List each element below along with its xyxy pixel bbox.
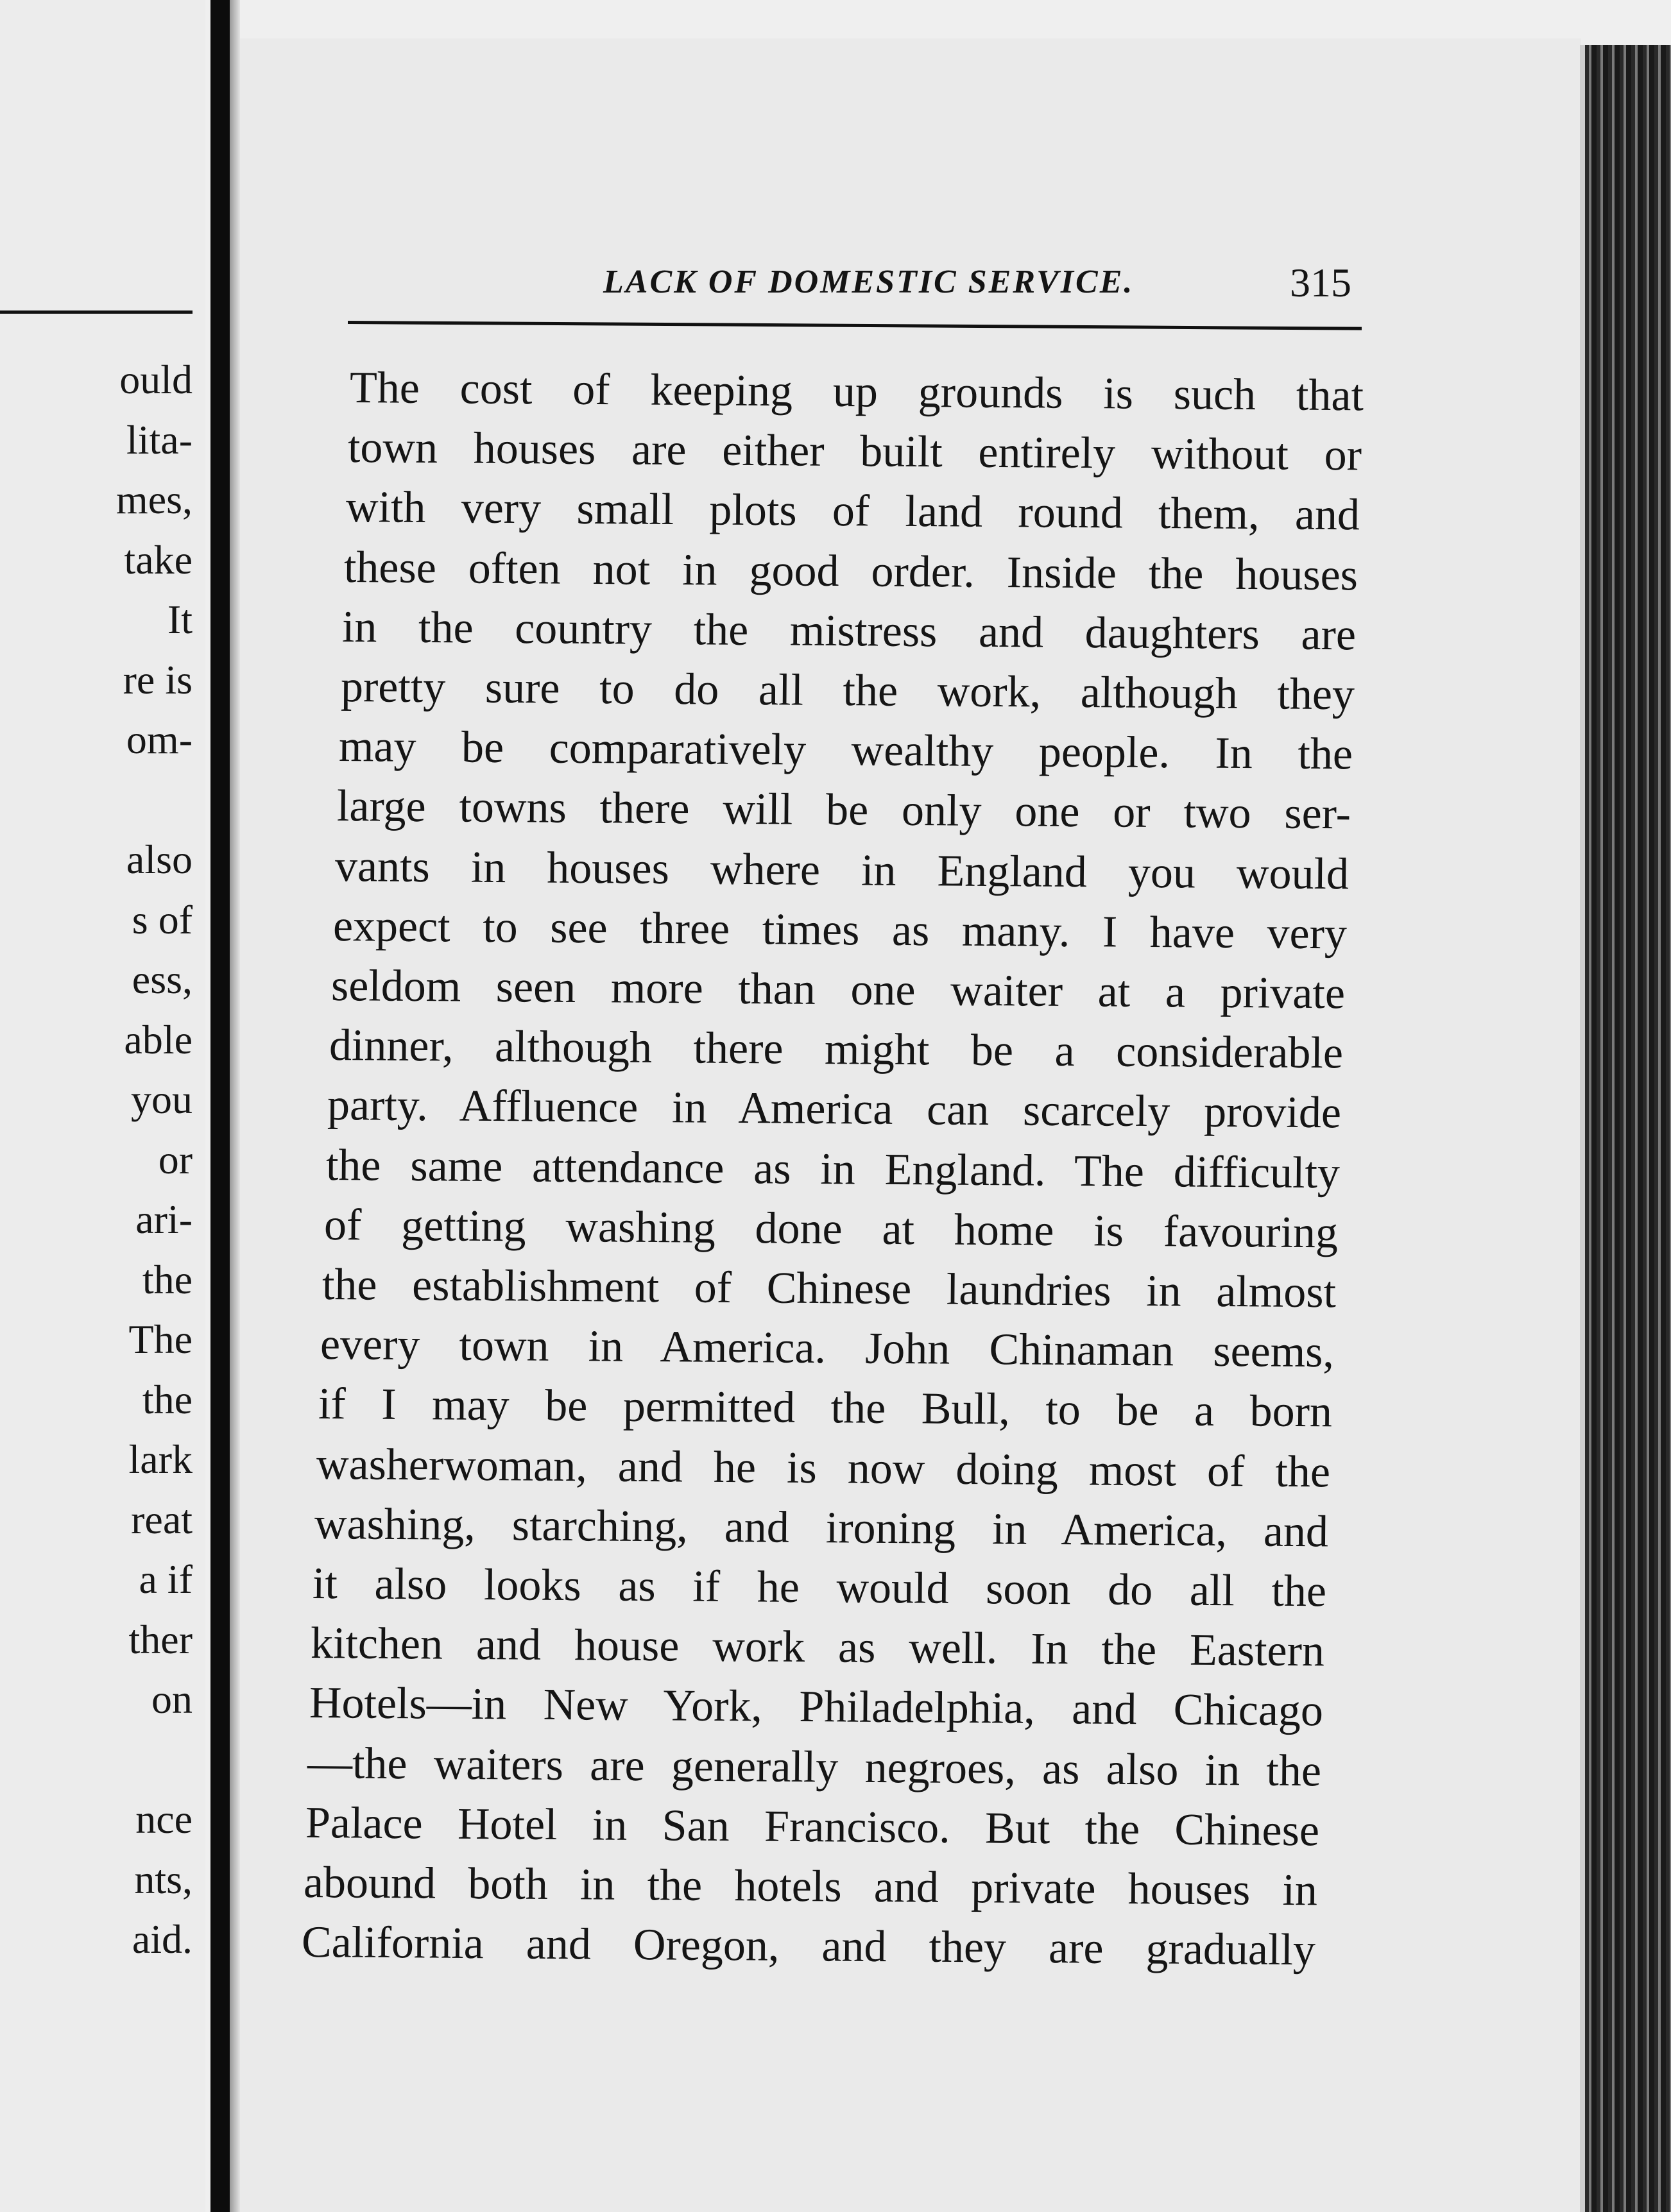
body-line: abound both in the hotels and private houses in bbox=[303, 1858, 1318, 1916]
left-page-line: take bbox=[124, 536, 193, 583]
body-line: vants in houses where in England you would bbox=[334, 841, 1350, 899]
left-page-line: nce bbox=[135, 1796, 193, 1842]
body-line: kitchen and house work as well. In the Eastern bbox=[311, 1619, 1325, 1676]
left-page-line: able bbox=[124, 1016, 193, 1062]
left-page-line: a if bbox=[139, 1556, 193, 1602]
left-page-line: you bbox=[131, 1076, 193, 1122]
left-page-line: the bbox=[142, 1376, 193, 1422]
body-line: in the country the mistress and daughters are bbox=[342, 602, 1357, 660]
left-page-line: mes, bbox=[116, 477, 193, 522]
left-page-line: ari- bbox=[135, 1196, 193, 1242]
body-line: The cost of keeping up grounds is such that bbox=[349, 363, 1364, 421]
left-page-line: nts, bbox=[134, 1856, 193, 1902]
left-page-line: the bbox=[142, 1256, 193, 1302]
left-page-line: re is bbox=[123, 656, 193, 702]
left-page-line: ther bbox=[128, 1616, 193, 1662]
body-line: party. Affluence in America can scarcely provide bbox=[327, 1080, 1342, 1138]
body-line: washing, starching, and ironing in America, and bbox=[314, 1499, 1329, 1557]
left-page-line: s of bbox=[132, 896, 193, 942]
body-line: large towns there will be only one or two ser- bbox=[336, 781, 1351, 839]
left-page-line: ould bbox=[119, 357, 193, 402]
body-line: these often not in good order. Inside the houses bbox=[344, 542, 1358, 600]
body-line: expect to see three times as many. I have very bbox=[332, 901, 1348, 959]
body-line: washerwoman, and he is now doing most of the bbox=[316, 1439, 1331, 1497]
left-page-line: ess, bbox=[132, 957, 193, 1002]
left-page-line: om- bbox=[126, 717, 193, 762]
running-title: LACK OF DOMESTIC SERVICE. bbox=[603, 264, 1135, 300]
left-page-line: on bbox=[151, 1676, 193, 1722]
body-line: with very small plots of land round them, and bbox=[345, 482, 1360, 540]
body-line: Hotels—in New York, Philadelphia, and Chicago bbox=[309, 1678, 1323, 1736]
left-page-line: lita- bbox=[126, 416, 193, 463]
body-line: Palace Hotel in San Francisco. But the Chinese bbox=[305, 1798, 1320, 1856]
left-page-line: aid. bbox=[132, 1916, 193, 1962]
body-line: if I may be permitted the Bull, to be a born bbox=[318, 1379, 1333, 1437]
left-page-line: It bbox=[167, 597, 193, 642]
body-line: seldom seen more than one waiter at a private bbox=[330, 961, 1346, 1019]
body-line: dinner, although there might be a considerable bbox=[329, 1021, 1344, 1078]
body-line: it also looks as if he would soon do all the bbox=[312, 1559, 1327, 1617]
left-page-line: reat bbox=[131, 1496, 193, 1542]
body-line: —the waiters are generally negroes, as also in the bbox=[307, 1738, 1321, 1796]
body-line: pretty sure to do all the work, although they bbox=[340, 662, 1355, 720]
body-line: California and Oregon, and they are gradually bbox=[301, 1918, 1316, 1975]
body-line: town houses are either built entirely without or bbox=[347, 423, 1362, 481]
left-page-line: The bbox=[128, 1316, 193, 1362]
body-line: the establishment of Chinese laundries in almost bbox=[321, 1260, 1336, 1318]
left-page-line: also bbox=[126, 837, 193, 882]
left-page-line: lark bbox=[128, 1436, 193, 1482]
body-line: may be comparatively wealthy people. In the bbox=[338, 722, 1353, 779]
body-line: every town in America. John Chinaman seems, bbox=[320, 1320, 1335, 1377]
body-line: the same attendance as in England. The difficulty bbox=[325, 1140, 1340, 1198]
left-page-line: or bbox=[158, 1136, 193, 1182]
body-line: of getting washing done at home is favouring bbox=[323, 1200, 1338, 1258]
page-number: 315 bbox=[1290, 260, 1351, 305]
